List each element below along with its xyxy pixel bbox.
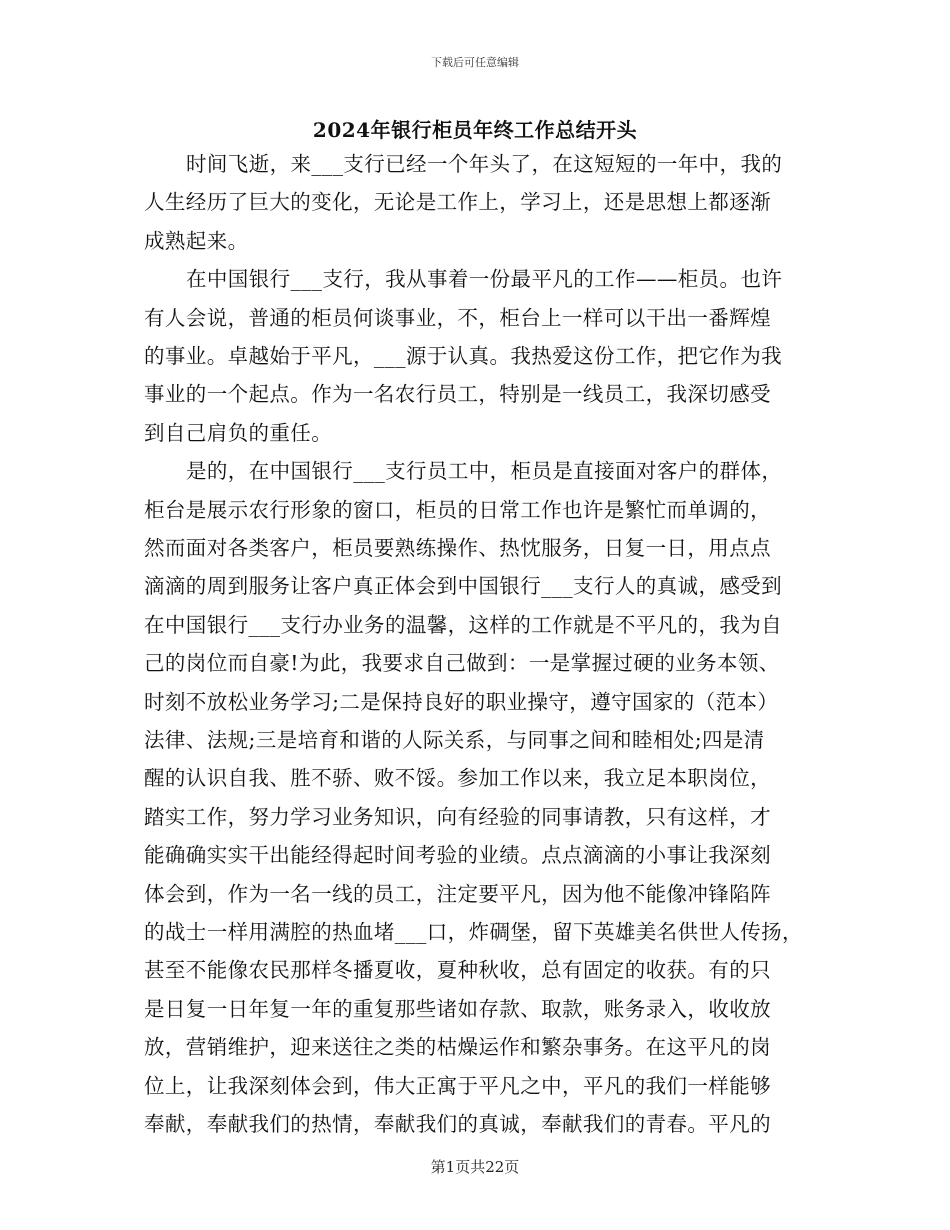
body-line: 时刻不放松业务学习;二是保持良好的职业操守，遵守国家的（范本） — [144, 689, 779, 714]
body-line: 人生经历了巨大的变化，无论是工作上，学习上，还是思想上都逐渐 — [144, 190, 771, 215]
body-line: 时间飞逝，来___支行已经一个年头了，在这短短的一年中，我的 — [186, 152, 783, 176]
body-line: 然而面对各类客户，柜员要熟练操作、热忱服务，日复一日，用点点 — [144, 536, 771, 560]
body-line: 在中国银行___支行，我从事着一份最平凡的工作——柜员。也许 — [186, 267, 783, 292]
body-line: 在中国银行___支行办业务的温馨，这样的工作就是不平凡的，我为自 — [144, 612, 783, 637]
body-line: 能确确实实干出能经得起时间考验的业绩。点点滴滴的小事让我深刻 — [144, 843, 771, 868]
body-line: 柜台是展示农行形象的窗口，柜员的日常工作也许是繁忙而单调的， — [144, 497, 771, 522]
body-line: 甚至不能像农民那样冬播夏收，夏种秋收，总有固定的收获。有的只 — [144, 958, 771, 983]
body-line: 滴滴的周到服务让客户真正体会到中国银行___支行人的真诚，感受到 — [144, 574, 783, 599]
body-line: 成熟起来。 — [144, 228, 249, 253]
body-line: 体会到，作为一名一线的员工，注定要平凡，因为他不能像冲锋陷阵 — [144, 881, 771, 906]
body-line: 放，营销维护，迎来送往之类的枯燥运作和繁杂事务。在这平凡的岗 — [144, 1035, 771, 1060]
body-line: 己的岗位而自豪!为此，我要求自己做到：一是掌握过硬的业务本领、 — [144, 651, 780, 676]
header-note: 下载后可任意编辑 — [431, 56, 519, 69]
body-line: 法律、法规;三是培育和谐的人际关系，与同事之间和睦相处;四是清 — [144, 728, 765, 752]
body-line: 奉献，奉献我们的热情，奉献我们的真诚，奉献我们的青春。平凡的 — [144, 1112, 771, 1136]
body-line: 到自己肩负的重任。 — [144, 420, 333, 445]
body-line: 的战士一样用满腔的热血堵___口，炸碉堡，留下英雄美名供世人传扬， — [144, 920, 803, 944]
document-title: 2024年银行柜员年终工作总结开头 — [312, 118, 638, 142]
body-line: 的事业。卓越始于平凡，___源于认真。我热爱这份工作，把它作为我 — [144, 344, 783, 368]
page-footer: 第1页共22页 — [430, 1158, 520, 1176]
body-line: 位上，让我深刻体会到，伟大正寓于平凡之中，平凡的我们一样能够 — [144, 1073, 771, 1098]
body-line: 有人会说，普通的柜员何谈事业，不，柜台上一样可以干出一番辉煌 — [144, 305, 771, 330]
body-line: 踏实工作，努力学习业务知识，向有经验的同事请教，只有这样，才 — [144, 804, 771, 829]
body-line: 是日复一日年复一年的重复那些诸如存款、取款，账务录入，收收放 — [144, 996, 771, 1021]
body-line: 事业的一个起点。作为一名农行员工，特别是一线员工，我深切感受 — [144, 382, 771, 407]
body-line: 是的，在中国银行___支行员工中，柜员是直接面对客户的群体， — [186, 459, 783, 484]
body-line: 醒的认识自我、胜不骄、败不馁。参加工作以来，我立足本职岗位， — [144, 766, 771, 791]
